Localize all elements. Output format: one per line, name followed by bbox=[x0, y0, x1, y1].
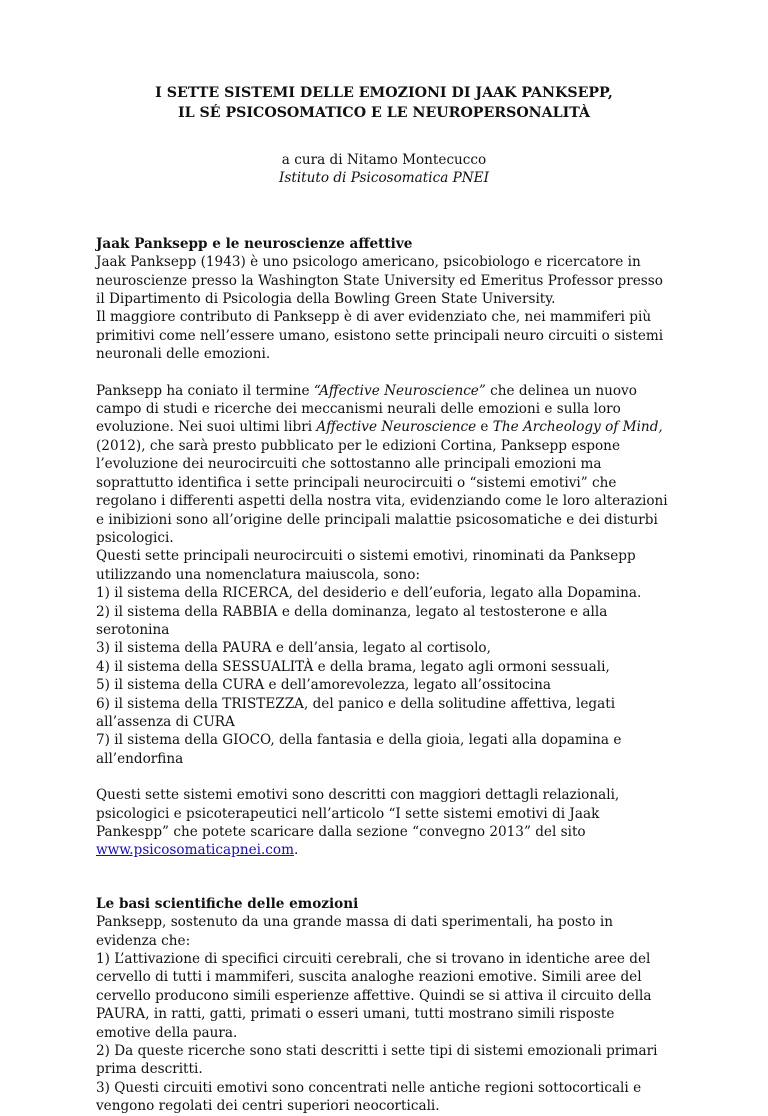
list-item: 2) Da queste ricerche sono stati descritti i sette tipi di sistemi emozionali primari prima descritti. bbox=[96, 1043, 658, 1078]
paragraph: Jaak Panksepp (1943) è uno psicologo americano, psicobiologo e ricercatore in neuroscienze presso la Washington State University ed Emeritus Professor presso il Dipartimento di Psicologia della Bowling Green State University. bbox=[96, 254, 663, 308]
document-page bbox=[0, 83, 768, 1115]
paragraph: Questi sette principali neurocircuiti o sistemi emotivi, rinominati da Panksepp utilizzando una nomenclatura maiuscola, sono: bbox=[96, 548, 636, 583]
institute: Istituto di Psicosomatica PNEI bbox=[279, 170, 489, 187]
section-heading: Jaak Panksepp e le neuroscienze affettive bbox=[96, 235, 413, 252]
author: a cura di Nitamo Montecucco bbox=[281, 152, 487, 168]
list-item: 5) il sistema della CURA e dell’amorevolezza, legato all’ossitocina bbox=[96, 677, 551, 694]
list-item: 1) L’attivazione di specifici circuiti cerebrali, che si trovano in identiche aree del cervello di tutti i mammiferi, suscita analoghe reazioni emotive. Simili aree del cervello producono simili esperienze affettive. Quindi se si attiva il circuito della PAURA, in ratti, gatti, primati o esseri umani, tutti mostrano simili risposte emotive della paura. bbox=[96, 951, 652, 1041]
website-link[interactable]: www.psicosomaticapnei.com bbox=[96, 842, 294, 859]
text-run: che delinea un nuovo campo di studi e ricerche dei meccanismi neurali delle emozioni e sulla loro evoluzione. Nei suoi ultimi libri bbox=[96, 382, 637, 436]
paragraph: Panksepp, sostenuto da una grande massa di dati sperimentali, ha posto in evidenza che: bbox=[96, 914, 613, 949]
paragraph bbox=[96, 786, 672, 860]
book-title: The Archeology of Mind, bbox=[492, 419, 663, 436]
text-run: . bbox=[293, 842, 299, 859]
title-line-1: I SETTE SISTEMI DELLE EMOZIONI DI JAAK PANKSEPP, bbox=[155, 85, 613, 101]
byline bbox=[96, 151, 672, 188]
list-item: 7) il sistema della GIOCO, della fantasia e della gioia, legati alla dopamina e all’endorfina bbox=[96, 732, 622, 767]
text-run: Panksepp ha coniato il termine bbox=[96, 382, 314, 399]
list-item: 1) il sistema della RICERCA, del desiderio e dell’euforia, legato alla Dopamina. bbox=[96, 585, 642, 602]
text-run: e bbox=[476, 419, 493, 436]
list-item: 2) il sistema della RABBIA e della dominanza, legato al testosterone e alla serotonina bbox=[96, 603, 608, 638]
paragraph: Il maggiore contributo di Panksepp è di aver evidenziato che, nei mammiferi più primitivi come nell’essere umano, esistono sette principali neuro circuiti o sistemi neuronali delle emozioni. bbox=[96, 309, 664, 363]
text-run: (2012), che sarà presto pubblicato per le edizioni Cortina, Panksepp espone l’evoluzione dei neurocircuiti che sottostanno alle principali emozioni ma soprattutto identifica i sette principali neurocircuiti o “sistemi emotivi” che regolano i differenti aspetti della nostra vita, evidenziando come le loro alterazioni e inibizioni sono all’origine delle principali malattie psicosomatiche e dei disturbi psicologici. bbox=[96, 437, 668, 546]
list-item: 6) il sistema della TRISTEZZA, del panico e della solitudine affettiva, legati all’assenza di CURA bbox=[96, 695, 616, 730]
list-item: 3) il sistema della PAURA e dell’ansia, legato al cortisolo, bbox=[96, 640, 491, 657]
list-item: 3) Questi circuiti emotivi sono concentrati nelle antiche regioni sottocorticali e vengono regolati dei centri superiori neocorticali. bbox=[96, 1079, 642, 1115]
paragraph bbox=[96, 382, 672, 548]
section-scientific-bases bbox=[96, 895, 672, 1116]
document-title bbox=[96, 83, 672, 123]
term-affective-neuroscience: “Affective Neuroscience” bbox=[313, 382, 486, 399]
title-line-2: IL SÉ PSICOSOMATICO E LE NEUROPERSONALITÀ bbox=[177, 105, 591, 121]
list-item: 4) il sistema della SESSUALITÀ e della brama, legato agli ormoni sessuali, bbox=[96, 658, 610, 675]
text-run: Questi sette sistemi emotivi sono descritti con maggiori dettagli relazionali, psicologici e psicoterapeutici nell’articolo “I sette sistemi emotivi di Jaak Pankespp” che potete scaricare dalla sezione “convegno 2013” del sito bbox=[96, 787, 620, 840]
section-affective-neuroscience bbox=[96, 235, 672, 860]
section-heading: Le basi scientifiche delle emozioni bbox=[96, 895, 359, 912]
emotion-systems-list bbox=[96, 584, 672, 768]
book-title: Affective Neuroscience bbox=[316, 419, 477, 436]
